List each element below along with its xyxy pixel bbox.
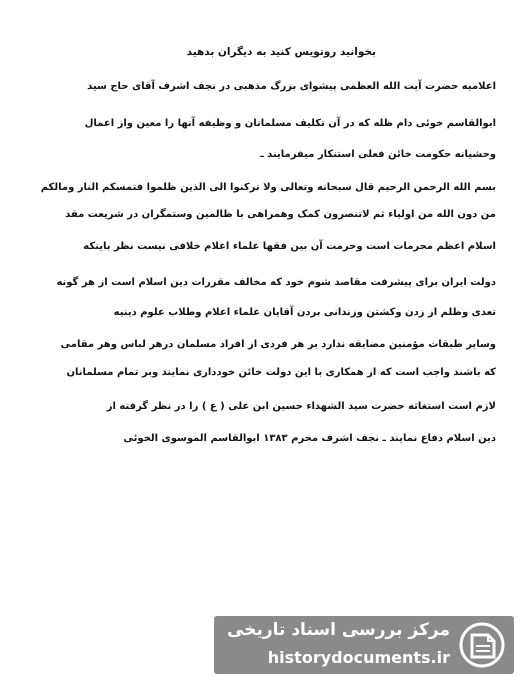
document-line-2: ابوالقاسم خوئی دام ظله که در آن تکلیف مسلمانان و وظیفه آنها را معین واز اعمال	[84, 118, 496, 129]
document-line-9: وسایر طبقات مؤمنین مضایقه ندارد بر هر فردی از افراد مسلمان درهر لباس وهر مقامی	[60, 339, 496, 350]
document-line-5: من دون الله من اولیاء ثم لاتنصرون کمک وهمراهی با ظالمین وستمگران در شریعت مقد	[65, 209, 496, 220]
document-line-4: بسم الله الرحمن الرحیم قال سبحانه وتعالی ولا ترکنوا الی الذین ظلموا فتمسکم النار ومالکم	[40, 182, 496, 193]
document-archive-logo-icon	[458, 622, 506, 668]
document-line-6: اسلام اعظم محرمات است وحرمت آن بین فقها علماء اعلام خلافی نیست نظر باینکه	[83, 241, 496, 252]
document-line-12: دین اسلام دفاع نمایند ـ نجف اشرف محرم ۱۳۸۳ ابوالقاسم الموسوی الخوئی	[123, 433, 496, 444]
document-line-1: اعلامیه حضرت آیت الله العظمی پیشوای بزرگ مذهبی در نجف اشرف آقای حاج سید	[87, 81, 496, 92]
watermark-url: historydocuments.ir	[267, 648, 450, 667]
document-line-11: لازم است استغاثه حضرت سید الشهداء حسین ابن علی ( ع ) را در نظر گرفته از	[106, 401, 496, 412]
watermark-title: مرکز بررسی اسناد تاریخی	[227, 620, 450, 640]
document-line-7: دولت ایران برای پیشرفت مقاصد شوم خود که مخالف مقررات دین اسلام است از هر گونه	[56, 277, 496, 288]
document-line-8: تعدی وظلم از زدن وکشتن وزندانی بردن آقایان علماء اعلام وطلاب علوم دینیه	[113, 307, 496, 318]
document-heading: بخوانید روتویس کنید به دیگران بدهید	[186, 46, 376, 58]
document-line-10: که باشند واجب است که از همکاری با این دولت خائن خودداری نمایند وبر تمام مسلمانان	[66, 367, 496, 378]
watermark-banner	[214, 616, 514, 674]
document-line-3: وحشیانه حکومت خائن فعلی استنکار میفرمایند ـ	[260, 149, 496, 160]
